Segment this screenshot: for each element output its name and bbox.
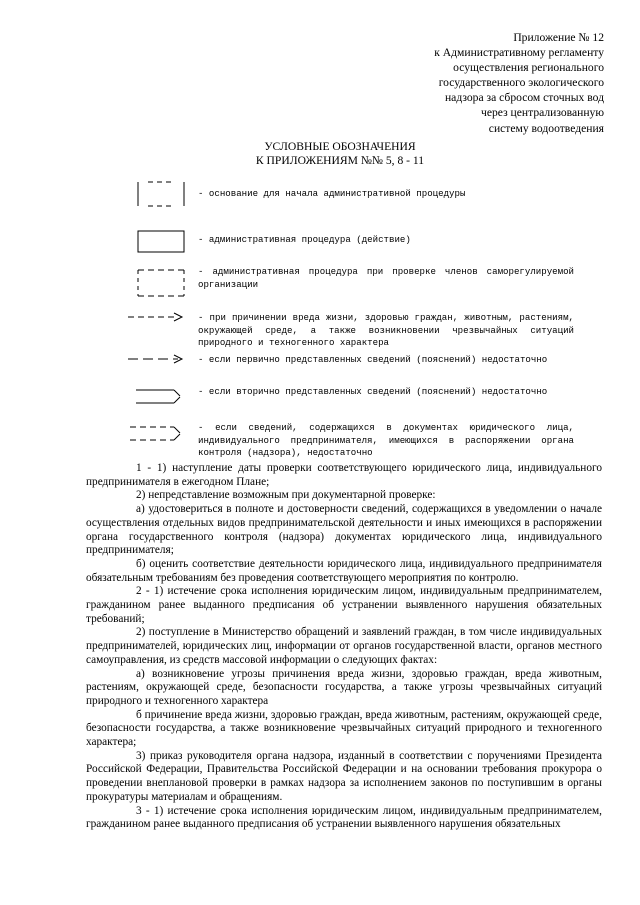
appendix-line: осуществления регионального: [453, 61, 604, 75]
solid-branch-symbol: [128, 386, 190, 422]
legend-text: - административная процедура при проверке членов саморегулируемой организации: [198, 266, 574, 290]
dashed-arrow-symbol: [128, 312, 190, 348]
legend-text: - основание для начала административной процедуры: [198, 188, 466, 199]
appendix-reference: [364, 30, 604, 136]
appendix-line: через централизованную: [481, 106, 604, 120]
document-body: [86, 462, 602, 832]
body-paragraph: б причинение вреда жизни, здоровью граждан, вреда животным, растениям, окружающей среде, безопасности государства, а также возникновение чрезвычайных ситуаций природного и техногенного характера;: [86, 708, 602, 749]
body-paragraph: а) удостовериться в полноте и достоверности сведений, содержащихся в уведомлении о начале осуществления отдельных видов предпринимательской деятельности и иных имеющихся в распоряжении органа государственного контроля (надзора) документах юридического лица, индивидуального предпринимателя;: [86, 503, 602, 557]
body-paragraph: б) оценить соответствие деятельности юридического лица, индивидуального предпринимателя обязательным требованиям без проведения соответствующего мероприятия по контролю.: [86, 557, 602, 584]
appendix-line: Приложение № 12: [513, 31, 604, 44]
body-paragraph: 3) приказ руководителя органа надзора, изданный в соответствии с поручениями Президента Российской Федерации, Правительства Российской Федерации и на основании требования прокурора о проведении внеплановой проверки в рамках надзора за исполнением законов по поступившим в органы прокуратуры материалам и обращениям.: [86, 749, 602, 803]
body-paragraph: 3 - 1) истечение срока исполнения юридическим лицом, индивидуальным предпринимателем, гражданином ранее выданного предписания об устранении выявленного нарушения обязательных: [86, 804, 602, 831]
document-title: [160, 140, 520, 167]
appendix-line: надзора за сбросом сточных вод: [444, 91, 604, 105]
body-paragraph: 2 - 1) истечение срока исполнения юридическим лицом, индивидуальным предпринимателем, гражданином ранее выданного предписания об устранении выявленного нарушения обязательных требований;: [86, 585, 602, 625]
appendix-line: государственного экологического: [438, 76, 604, 90]
legend-text: - если первично представленных сведений (пояснений) недостаточно: [198, 354, 548, 365]
body-paragraph: 2) непредставление возможным при документарной проверке:: [136, 489, 436, 502]
solid-box-symbol: [128, 230, 190, 266]
legend-text: - если вторично представленных сведений (пояснений) недостаточно: [198, 386, 548, 397]
legend-text: - при причинении вреда жизни, здоровью граждан, животным, растениям, окружающей среде, а также возникновении чрезвычайных ситуаций природного и техногенного характера: [198, 312, 574, 349]
dashed-box-symbol: [128, 178, 190, 214]
long-dash-arrow-symbol: [128, 354, 190, 390]
legend-text: - если сведений, содержащихся в документах юридического лица, индивидуального предпринимателя, имеющихся в распоряжении органа контроля (надзора), недостаточно: [198, 422, 574, 459]
appendix-line: к Административному регламенту: [434, 46, 604, 60]
body-paragraph: а) возникновение угрозы причинения вреда жизни, здоровью граждан, вреда животным, растениям, окружающей среде, безопасности государства, а также угрозы чрезвычайных ситуаций природного и техногенного характера: [86, 667, 602, 707]
dashed-branch-symbol: [128, 422, 190, 458]
open-dashed-box-symbol: [128, 266, 190, 302]
title-line: К ПРИЛОЖЕНИЯМ №№ 5, 8 - 11: [255, 153, 425, 167]
appendix-line: систему водоотведения: [488, 121, 604, 135]
legend-text: - административная процедура (действие): [198, 234, 411, 245]
body-paragraph: 2) поступление в Министерство обращений и заявлений граждан, в том числе индивидуальных предпринимателей, юридических лиц, информации от органов государственной власти, органов местного самоуправления, из средств массовой информации о следующих фактах:: [86, 626, 602, 666]
body-paragraph: 1 - 1) наступление даты проверки соответствующего юридического лица, индивидуального предпринимателя в ежегодном Плане;: [86, 462, 602, 488]
title-line: УСЛОВНЫЕ ОБОЗНАЧЕНИЯ: [264, 140, 416, 153]
